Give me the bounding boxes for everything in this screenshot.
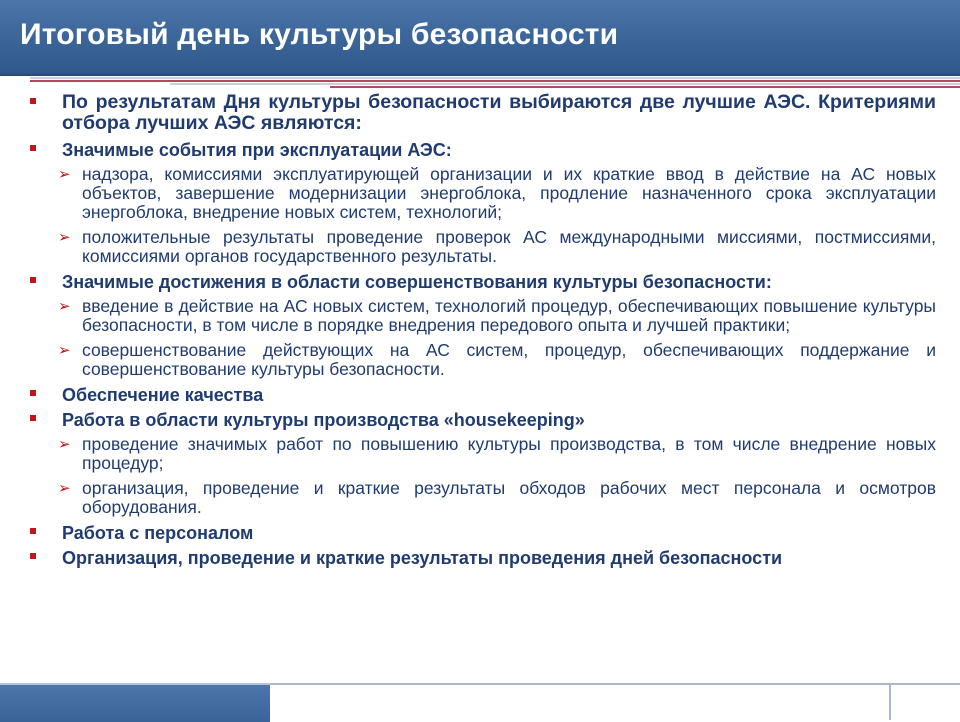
bullet-text: Организация, проведение и краткие результаты проведения дней безопасности [62,548,783,568]
sub-bullet-text: положительные результаты проведение проверок АС международными миссиями, постмиссиями, комиссиями органов государственного результаты. [82,227,936,266]
slide-title: Итоговый день культуры безопасности [20,18,619,51]
chevron-right-icon: ➢ [58,297,71,315]
bullet-item [28,385,936,405]
sub-bullet-text: введение в действие на АС новых систем, технологий процедур, обеспечивающих повышение культуры безопасности, в том числе в порядке внедрения передового опыта и лучшей практики; [82,296,936,335]
square-bullet-icon [30,553,36,559]
bullet-text: Значимые события при эксплуатации АЭС: [62,140,452,160]
bullet-text: Работа с персоналом [62,523,254,543]
footer-line [270,683,960,685]
bullet-text: Обеспечение качества [62,385,264,405]
square-bullet-icon [30,277,36,283]
bullet-item [28,92,936,134]
sub-bullet-item [28,165,936,222]
bullet-item [28,410,936,430]
chevron-right-icon: ➢ [58,228,71,246]
sub-bullet-text: проведение значимых работ по повышению культуры производства, в том числе внедрение новых процедур; [82,434,936,473]
sub-bullet-item [28,435,936,473]
decor-stripe [330,86,960,88]
square-bullet-icon [30,390,36,396]
decor-stripe [30,80,960,82]
chevron-right-icon: ➢ [58,341,71,359]
chevron-right-icon: ➢ [58,165,71,183]
bullet-item [28,523,936,543]
bullet-item [28,140,936,160]
square-bullet-icon [30,145,36,151]
square-bullet-icon [30,528,36,534]
chevron-right-icon: ➢ [58,435,71,453]
decor-stripe [30,77,960,79]
title-bar [0,0,960,76]
square-bullet-icon [30,98,36,104]
bullet-text: По результатам Дня культуры безопасности выбираются две лучшие АЭС. Критериями отбора лучших АЭС являются: [62,91,936,134]
footer-block [0,683,270,722]
sub-bullet-item [28,341,936,379]
sub-bullet-text: совершенствование действующих на АС систем, процедур, обеспечивающих поддержание и совершенствование культуры безопасности. [82,340,936,379]
sub-bullet-text: надзора, комиссиями эксплуатирующей организации и их краткие ввод в действие на АС новых объектов, завершение модернизации энергоблока, продление назначенного срока эксплуатации энергоблока, внедрение новых систем, технологий; [82,164,936,222]
bullet-text: Значимые достижения в области совершенствования культуры безопасности: [62,272,772,292]
bullet-text: Работа в области культуры производства «housekeeping» [62,410,585,430]
footer-divider [889,685,891,720]
sub-bullet-text: организация, проведение и краткие результаты обходов рабочих мест персонала и осмотров оборудования. [82,478,936,517]
sub-bullet-item [28,479,936,517]
bullet-item [28,272,936,292]
sub-bullet-item [28,297,936,335]
sub-bullet-item [28,228,936,266]
slide-body [28,92,936,573]
square-bullet-icon [30,415,36,421]
bullet-item [28,548,936,568]
chevron-right-icon: ➢ [58,479,71,497]
decor-stripe [170,83,960,85]
